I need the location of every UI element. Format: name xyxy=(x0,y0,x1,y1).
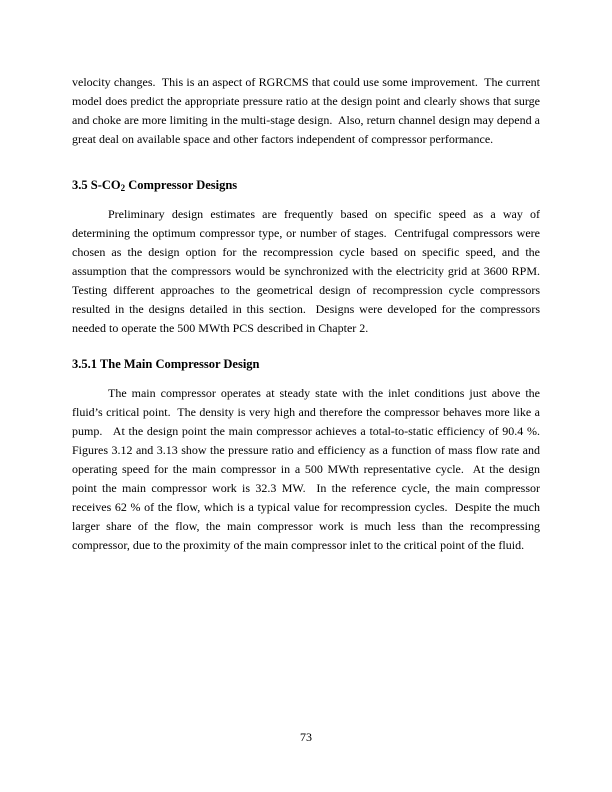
paragraph-preliminary-design: Preliminary design estimates are frequently based on specific speed as a way of determining the optimum compressor type, or number of stages. Centrifugal compressors were chosen as the design option for the recompression cycle based on specific speed, and the assumption that the compressors would be synchronized with the electricity grid at 3600 RPM. Testing different approaches to the geometrical design of recompression cycle compressors resulted in the designs detailed in this section. Designs were developed for the compressors needed to operate the 500 MWth PCS described in Chapter 2. xyxy=(72,207,546,335)
paragraph-main-compressor: The main compressor operates at steady state with the inlet conditions just above the fluid’s critical point. The density is very high and therefore the compressor behaves more like a pump. At the design point the main compressor achieves a total-to-static efficiency of 90.4 %. Figures 3.12 and 3.13 show the pressure ratio and efficiency as a function of mass flow rate and operating speed for the main compressor in a 500 MWth representative cycle. At the design point the main compressor work is 32.3 MW. In the reference cycle, the main compressor receives 62 % of the flow, which is a typical value for recompression cycles. Despite the much larger share of the flow, the main compressor work is much less than the recompressing compressor, due to the proximity of the main compressor inlet to the critical point of the fluid. xyxy=(72,386,546,552)
section-heading-prefix: 3.5 S-CO xyxy=(72,178,121,192)
co2-subscript: 2 xyxy=(120,183,126,193)
page-number: 73 xyxy=(300,730,312,744)
section-heading-suffix: Compressor Designs xyxy=(125,178,238,192)
section-heading-3-5 xyxy=(72,176,540,195)
subsection-heading-3-5-1: 3.5.1 The Main Compressor Design xyxy=(72,357,260,371)
paragraph-velocity-changes: velocity changes. This is an aspect of RGRCMS that could use some improvement. The current model does predict the appropriate pressure ratio at the design point and clearly shows that surge and choke are more limiting in the multi-stage design. Also, return channel design may depend a great deal on available space and other factors independent of compressor performance. xyxy=(72,75,543,146)
page-footer xyxy=(0,728,612,747)
